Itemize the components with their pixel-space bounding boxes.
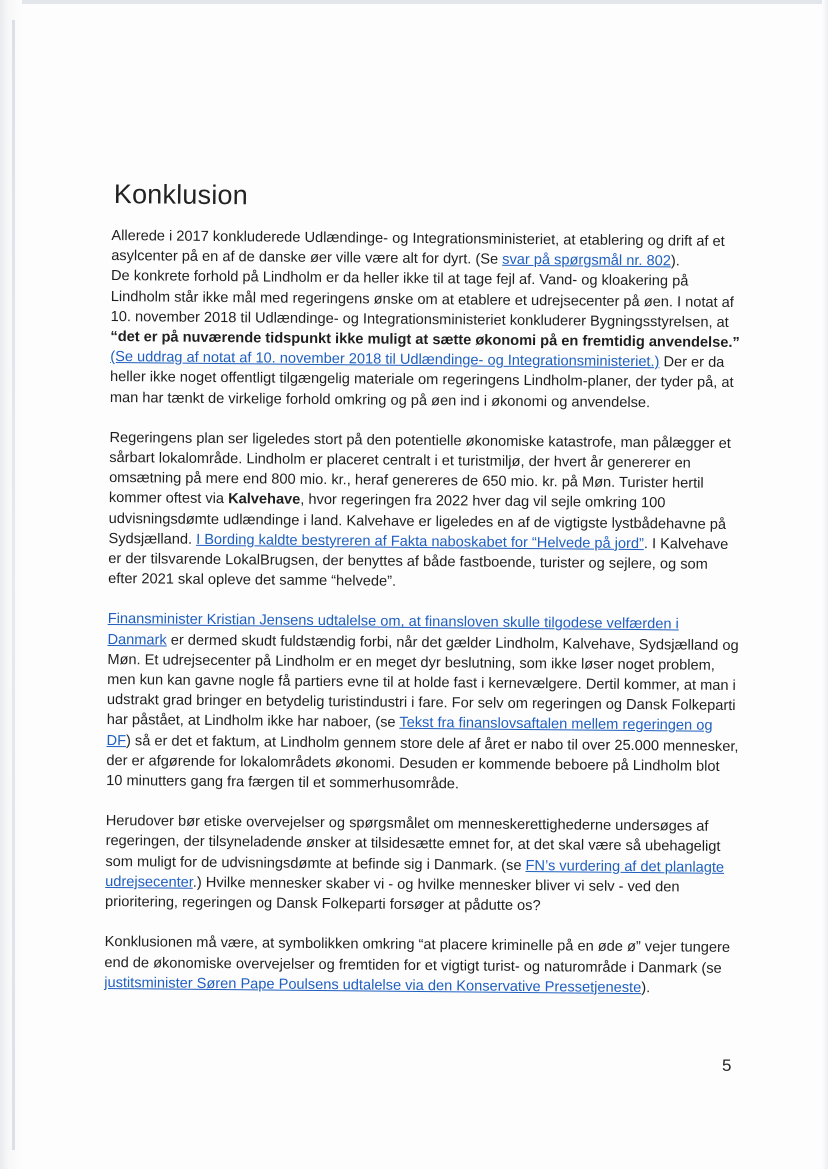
page-title: Konklusion: [113, 179, 249, 211]
link-fn-vurdering[interactable]: FN’s vurdering af det planlagte udrejsecenter: [105, 857, 725, 891]
link-finansminister-udtalelse[interactable]: Finansminister Kristian Jensens udtalelse om, at finansloven skulle tilgodese velfærden i Danmark: [107, 611, 679, 649]
text-span: Herudover bør etiske overvejelser og spørgsmålet om menneskerettighederne undersøges af regeringen, der tilsyneladende ønsker at tilsidesætte emnet for, at det skal være så ubehageligt som muligt for de udvisningsdømte at befinde sig i Danmark. (se: [105, 813, 721, 874]
scan-right-edge: [822, 0, 828, 1169]
text-span: ) så er det et faktum, at Lindholm gennem store dele af året er nabo til over 25.000 mennesker, der er afgørende for lokalområdets økonomi. Desuden er kommende beboere på Lindholm blot 10 minutters gang fra færgen til et sommerhusområde.: [106, 732, 739, 793]
link-uddrag-notat[interactable]: (Se uddrag af notat af 10. november 2018 til Udlændinge- og Integrationsministeriet.): [110, 349, 660, 371]
document-body: [104, 176, 744, 1019]
text-span: , hvor regeringen fra 2022 hver dag vil sejle omkring 100 udvisningsdømte udlændinge i land. Kalvehave er ligeledes en af de vigtigste lystbådehavne på Sydsjælland.: [108, 492, 727, 548]
text-span: Konklusionen må være, at symbolikken omkring “at placere kriminelle på en øde ø” vejer tungere end de økonomiske overvejelser og fremtiden for et vigtigt turist- og naturområde i Danmark (se: [104, 934, 731, 977]
paragraph-3: [106, 609, 740, 797]
text-span: Allerede i 2017 konkluderede Udlændinge- og Integrationsministeriet, at etablering og drift af et asylcenter på en af de danske øer ville være alt for dyrt. (Se: [111, 227, 725, 268]
scan-left-edge: [0, 0, 22, 1169]
text-span: .) Hvilke mennesker skaber vi - og hvilke mennesker bliver vi selv - ved den prioritering, regeringen og Dansk Folkeparti forsøger at pådutte os?: [104, 874, 680, 915]
quote-notat: “det er på nuværende tidspunkt ikke muligt at sætte økonomi på en fremtidig anvendelse.”: [110, 329, 740, 352]
link-bording-fakta[interactable]: I Bording kaldte bestyreren af Fakta naboskabet for “Helvede på jord”: [196, 531, 644, 552]
text-span: ).: [670, 253, 680, 270]
paragraph-5: [104, 932, 737, 999]
text-span: . I Kalvehave er der tilsvarende LokalBrugsen, der benyttes af både fastboende, turister og sejlere, og som efter 2021 skal opleve det samme “helvede”.: [108, 535, 729, 590]
text-span: Regeringens plan ser ligeledes stort på den potentielle økonomiske katastrofe, man pålægger et sårbart lokalområde. Lindholm er placeret centralt i et turistmiljø, der hvert år genererer en omsætning på mere end 800 mio. kr., heraf genereres de 650 mio. kr. på Møn. Turister hertil kommer oftest via: [108, 429, 731, 508]
text-span: er dermed skudt fuldstændig forbi, når det gælder Lindholm, Kalvehave, Sydsjælland og Møn. Et udrejsecenter på Lindholm er en meget dyr beslutning, som ikke løser noget problem, men kun kan gavne nogle få partiers evne til at holde fast i kernevælgere. Dertil kommer, at man i udstrakt grad bringer en betydelig turistindustri i fare. For selv om regeringen og Dansk Folkeparti har påstået, at Lindholm ikke har naboer, (se: [106, 632, 739, 732]
link-svar-spoergsmaal-802[interactable]: svar på spørgsmål nr. 802: [502, 251, 671, 270]
text-span: Der er da heller ikke noget offentligt tilgængelig materiale om regeringens Lindholm-planer, der tyder på, at man har tænkt de virkelige forhold omkring og på øen ind i økonomi og anvendelse.: [109, 354, 734, 411]
paragraph-1: [110, 226, 744, 414]
link-justitsminister-udtalelse[interactable]: justitsminister Søren Pape Poulsens udtalelse via den Konservative Pressetjeneste: [104, 974, 642, 996]
paragraph-2: [108, 428, 742, 596]
page-number: 5: [722, 1056, 732, 1075]
scan-binding-line: [12, 20, 15, 1150]
paragraph-4: [105, 811, 738, 918]
bold-kalvehave: Kalvehave: [228, 491, 301, 509]
link-finanslovsaftale[interactable]: Tekst fra finanslovsaftalen mellem regeringen og DF: [106, 715, 713, 749]
text-span: De konkrete forhold på Lindholm er da heller ikke til at tage fejl af. Vand- og kloakering på Lindholm står ikke mål med regeringens ønske om at etablere et udrejsecenter på øen. I notat af 10. november 2018 til Udlændinge- og Integrationsministeriet konkluderer Bygningsstyrelsen, at: [110, 268, 734, 331]
text-span: ).: [641, 979, 651, 996]
scan-top-edge: [0, 0, 828, 4]
